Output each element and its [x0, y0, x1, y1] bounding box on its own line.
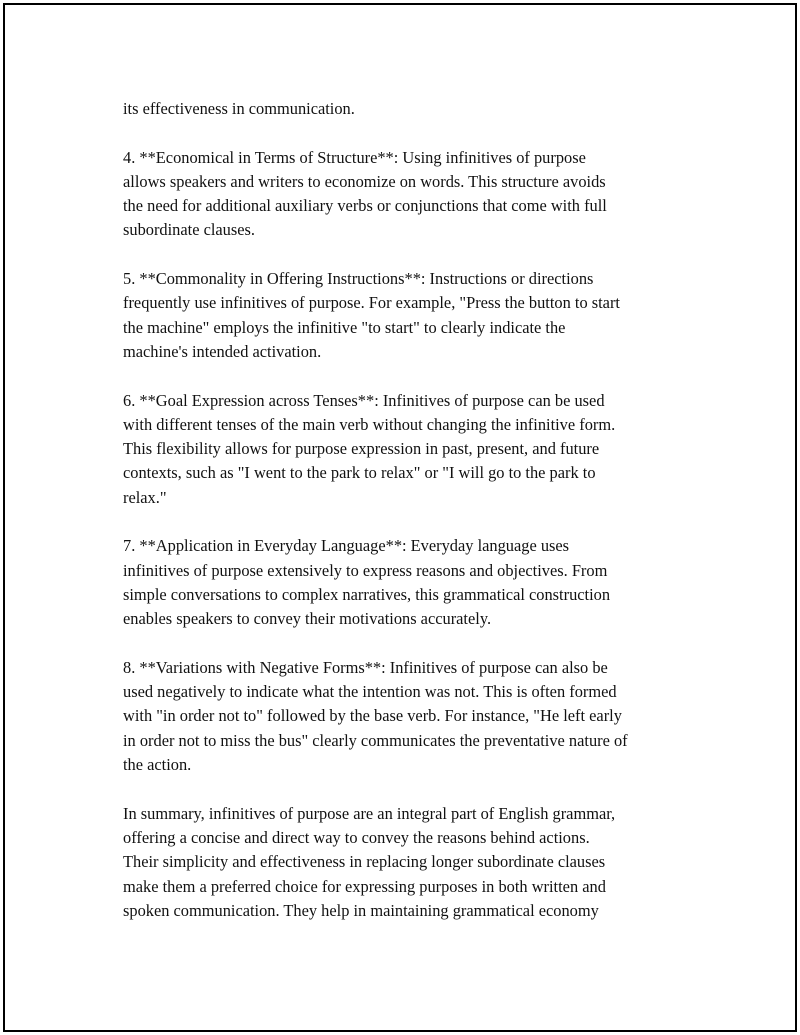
document-body	[123, 97, 703, 947]
paragraph-summary: In summary, infinitives of purpose are an integral part of English grammar, offering a concise and direct way to convey the reasons behind actions. Their simplicity and effectiveness in replacing longer subordinate clauses make them a preferred choice for expressing purposes in both written and spoken communication. They help in maintaining grammatical economy	[123, 803, 616, 920]
paragraph-point-6: 6. **Goal Expression across Tenses**: Infinitives of purpose can be used with different tenses of the main verb without changing the infinitive form. This flexibility allows for purpose expression in past, present, and future contexts, such as "I went to the park to relax" or "I will go to the park to relax."	[123, 390, 616, 507]
paragraph-point-4: 4. **Economical in Terms of Structure**: Using infinitives of purpose allows speakers and writers to economize on words. This structure avoids the need for additional auxiliary verbs or conjunctions that come with full subordinate clauses.	[123, 147, 607, 240]
paragraph-point-5: 5. **Commonality in Offering Instructions**: Instructions or directions frequently use infinitives of purpose. For example, "Press the button to start the machine" employs the infinitive "to start" to clearly indicate the machine's intended activation.	[123, 269, 620, 361]
paragraph-point-8: 8. **Variations with Negative Forms**: Infinitives of purpose can also be used negatively to indicate what the intention was not. This is often formed with "in order not to" followed by the base verb. For instance, "He left early in order not to miss the bus" clearly communicates the preventative nature of the action.	[123, 657, 628, 775]
paragraph-point-7: 7. **Application in Everyday Language**: Everyday language uses infinitives of purpose extensively to express reasons and objectives. From simple conversations to complex narratives, this grammatical construction enables speakers to convey their motivations accurately.	[123, 536, 611, 629]
paragraph-continuation: its effectiveness in communication.	[123, 99, 355, 118]
page-frame	[3, 3, 797, 1032]
